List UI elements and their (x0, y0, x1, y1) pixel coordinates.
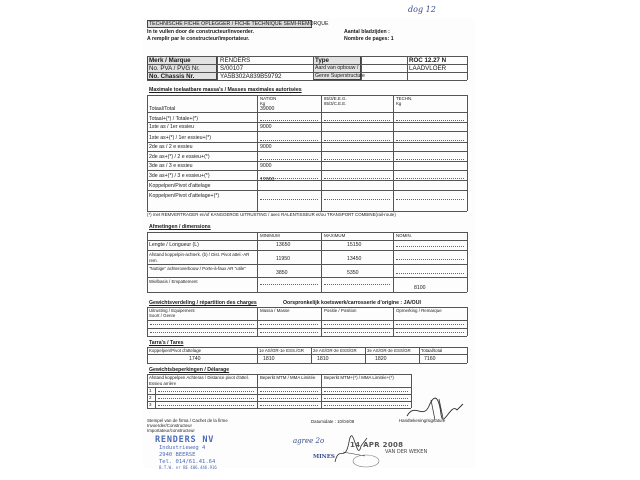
tare-value-2: 1810 (317, 355, 329, 362)
datasheet (143, 5, 475, 470)
col-max: MAXIMUM (324, 233, 346, 238)
mass-row-nation: 12000 (260, 177, 275, 183)
fill-by-nl: In te vullen door de constructeur/invoerder. (147, 29, 254, 35)
mass-row-label: 1ste as / 1er essieu (149, 124, 194, 130)
mass-row-label: 2de as+(*) / 2 e essieu+(*) (149, 154, 210, 160)
sheet-title: TECHNISCHE FICHE OPLEGGER / FICHE TECHNIQUE SEMI-REMORQUE (149, 20, 329, 27)
load-title: Gewichtsverdeling / répartition des charges (149, 300, 257, 306)
load-subtitle: Oorspronkelijk koetswerk/carrosserie d'origine : JA/OUI (283, 300, 421, 306)
col-cee: 85/3/C.E.E. (324, 101, 347, 106)
col-equip: Uitrusting / Equipement (149, 307, 195, 313)
tare-value-1: 1810 (263, 355, 275, 362)
company-stamp-addr2: 2940 BEERSE (159, 452, 196, 458)
mass-row-nation: 9000 (260, 144, 272, 150)
chassis-value: YA5B302A839B59792 (220, 72, 282, 80)
limits-col-mtmplus: Beperkt MTM+(*) / MMA Limitée+(*) (324, 375, 394, 380)
dims-title: Afmetingen / dimensions (149, 224, 211, 230)
mass-row-label: Koppelpen/Pivot d'attelage+(*) (149, 193, 220, 199)
limits-row-num: 3 (149, 402, 152, 407)
handwritten-note: agree 2o (293, 437, 325, 445)
col-pos: Positie / Position (324, 307, 357, 313)
dim-row-nom: 8100 (414, 285, 426, 291)
company-stamp-name: RENDERS NV (155, 435, 215, 445)
col-nation-kg: Kg (260, 101, 266, 106)
tare-value-3: 1820 (375, 355, 387, 362)
date-label: Datumidate : 10/04/08 (311, 419, 355, 424)
mass-row-label: 3de as+(*) / 3 e essieu+(*) (149, 173, 210, 179)
col-nom: NOMIN. (396, 233, 412, 238)
registration-stamp: VAN DER WEKEN (385, 449, 428, 455)
col-sort: Soort / Genre (149, 313, 176, 318)
tare-value-tot: 7160 (424, 355, 436, 362)
date-stamp: 14 APR 2008 (350, 441, 404, 449)
chassis-label: No. Chassis Nr. (149, 72, 195, 80)
stamp-label: Stempel van de firma / Cachet de la firme (147, 418, 228, 423)
company-stamp-tel: Tel. 014/61.41.64 (159, 459, 216, 465)
dim-row-min: 3850 (276, 270, 288, 276)
pages-label-fr: Nombre de pages: 1 (344, 36, 394, 42)
limits-row-num: 2 (149, 395, 152, 400)
body-label-nl: Aard van opbouw / (315, 64, 359, 71)
merk-value: RENDERS (220, 56, 251, 64)
pva-value: S/00107 (220, 64, 244, 72)
type-value: ROC 12.27 N (409, 56, 447, 64)
tare-col-pin: Koppelpen/Pivot d'attelage (149, 347, 202, 353)
dim-row-max: 5350 (347, 270, 359, 276)
tare-col-1: 1e AS/GR-1e ESS./GR (259, 347, 304, 353)
tare-value-pin: 1740 (189, 355, 201, 362)
dim-row-min: 13650 (276, 242, 291, 248)
tare-col-3: 3e AS/GR-3e ESS/GR (367, 347, 411, 353)
fill-by-fr: A remplir par le constructeur/importateur. (147, 36, 250, 42)
limits-col-dist: Afstand koppelpen Achteras / Distance pivot d'attel. Essieu arrière (149, 375, 249, 386)
round-stamp-icon (351, 454, 381, 468)
mass-row-nation: 39000 (260, 106, 275, 112)
tare-title: Tarra's / Tares (149, 340, 184, 346)
col-nation: NATION (260, 95, 277, 101)
stamp-label-2: Invoerder/Constructeur (147, 423, 192, 428)
mass-row-nation: 9000 (260, 124, 272, 130)
dim-row-max: 13450 (347, 256, 362, 262)
mass-row-label: 2de as / 2 e essieu (149, 144, 193, 150)
company-stamp-addr1: Industrieweg 4 (159, 445, 206, 451)
stamp-label-3: Importateur/constructeur (147, 428, 195, 433)
handwritten-mines: MINES (313, 454, 335, 460)
tare-col-tot: Totaal/total (421, 347, 443, 353)
dim-row-label: Wielbasis / Empattement (149, 279, 198, 284)
mass-row-nation: 9000 (260, 163, 272, 169)
dim-row-min: 11950 (276, 256, 291, 262)
pva-label: No. PVA / PVG Nr. (149, 64, 200, 72)
col-mass: Massa / Masse (260, 307, 290, 313)
merk-label: Merk / Marque (149, 56, 191, 64)
masses-title: Maximale toelaatbare massa's / Masses maximales autorisées (149, 87, 302, 93)
mass-row-label: 3de as / 3 e essieu (149, 163, 193, 169)
col-techn-kg: Kg (396, 101, 402, 106)
mass-row-label: Totaal/Total (149, 106, 176, 112)
col-rem: Opmerking / Remarque (396, 307, 442, 313)
masses-footnote: (*) met REMVERTRAGER en/of KANGOEROE UITRUSTING / avec RALENTISSEUR et/ou TRANSPORT COMBINE(rail-route) (147, 212, 396, 217)
type-label: Type (315, 56, 329, 64)
corner-note: dog 12 (408, 5, 436, 14)
mass-row-label: 1ste as+(*) / 1er essieu+(*) (149, 135, 211, 141)
dim-row-label: Lengte / Longueur (L) (149, 242, 199, 248)
body-label-fr: Genre Superstructure (315, 72, 365, 79)
limits-row-num: 1 (149, 388, 152, 393)
mass-row-label: Totaal+(*) / Totale+(*) (149, 116, 198, 122)
dim-row-label: Afstand koppelpin-achterk. (b) / Dist. Pivot attel.-AR rem. (149, 252, 250, 263)
dim-row-label: "Nuttige" achteroverbouw / Porte-à-faux AR "utile" (149, 266, 246, 271)
col-min: MINIMUM (260, 233, 280, 238)
company-stamp-btw: B.T.W. nr BE 406.446.916 (159, 465, 217, 470)
body-value: LAADVLOER (409, 64, 447, 72)
col-techn: TECHN. (396, 95, 413, 101)
signature-icon (405, 396, 465, 422)
limits-title: Gewichtsbeperkingen / Délarage (149, 367, 230, 373)
tare-col-2: 2e AS/GR-2e ESS/GR (313, 347, 357, 353)
limits-col-mtm: Beperkt MTM / MMA Limitée (260, 375, 316, 380)
col-eeg: 85/3/E.E.G. (324, 95, 347, 101)
dim-row-max: 15150 (347, 242, 362, 248)
pages-label-nl: Aantal bladzijden : (344, 29, 390, 35)
signature-label: Handtekening/signature (399, 418, 446, 423)
mass-row-label: Koppelpen/Pivot d'attelage (149, 183, 211, 189)
